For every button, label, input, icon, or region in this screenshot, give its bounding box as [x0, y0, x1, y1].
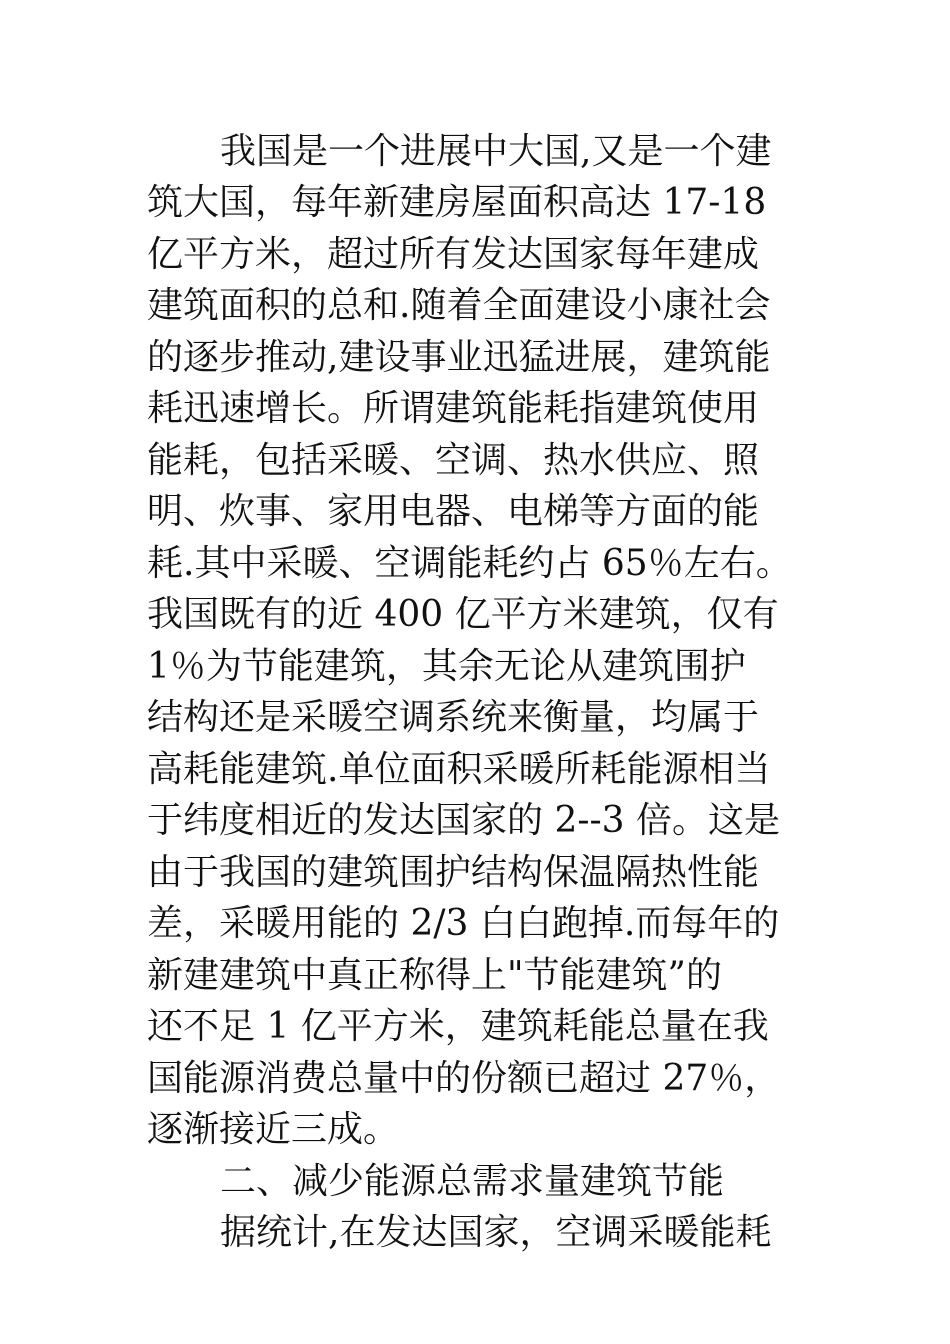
paragraph-1-line-17: 新建建筑中真正称得上"节能建筑”的	[147, 955, 722, 996]
paragraph-1-line-4: 建筑面积的总和.随着全面建设小康社会	[147, 285, 771, 326]
paragraph-1-line-10: 我国既有的近 400 亿平方米建筑，仅有	[147, 594, 779, 635]
paragraph-1-line-18: 还不足 1 亿平方米，建筑耗能总量在我	[147, 1006, 769, 1047]
section-heading: 二、减少能源总需求量建筑节能	[220, 1161, 725, 1202]
paragraph-1-line-2: 筑大国，每年新建房屋面积高达 17-18	[147, 182, 767, 223]
paragraph-1-line-19: 国能源消费总量中的份额已超过 27％，	[147, 1058, 781, 1099]
paragraph-1-line-20: 逐渐接近三成。	[147, 1109, 400, 1150]
paragraph-1-line-3: 亿平方米，超过所有发达国家每年建成	[147, 234, 760, 275]
paragraph-1-line-5: 的逐步推动,建设事业迅猛进展，建筑能	[147, 337, 771, 378]
paragraph-1-line-1: 我国是一个进展中大国,又是一个建	[220, 131, 772, 172]
paragraph-1-line-9: 耗.其中采暖、空调能耗约占 65％左右。	[147, 543, 792, 584]
paragraph-1-line-13: 高耗能建筑.单位面积采暖所耗能源相当	[147, 749, 771, 790]
paragraph-1-line-11: 1％为节能建筑，其余无论从建筑围护	[147, 646, 746, 687]
paragraph-1-line-7: 能耗，包括采暖、空调、热水供应、照	[147, 440, 760, 481]
paragraph-2-line-1: 据统计,在发达国家，空调采暖能耗	[220, 1212, 772, 1253]
paragraph-1-line-6: 耗迅速增长。所谓建筑能耗指建筑使用	[147, 388, 760, 429]
paragraph-1-line-8: 明、炊事、家用电器、电梯等方面的能	[147, 491, 760, 532]
paragraph-1-line-14: 于纬度相近的发达国家的 2--3 倍。这是	[147, 800, 781, 841]
paragraph-1-line-15: 由于我国的建筑围护结构保温隔热性能	[147, 852, 760, 893]
paragraph-1-line-16: 差，采暖用能的 2/3 白白跑掉.而每年的	[147, 903, 780, 944]
paragraph-1-line-12: 结构还是采暖空调系统来衡量，均属于	[147, 697, 760, 738]
